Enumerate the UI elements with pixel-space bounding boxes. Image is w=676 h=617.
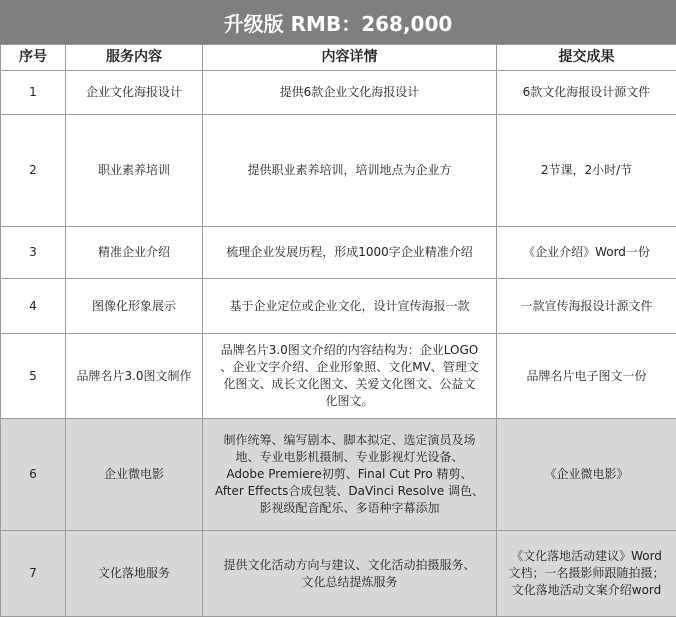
row-detail: 品牌名片3.0图文介绍的内容结构为：企业LOGO 、企业文字介绍、企业形象照、文化MV、管理文 化图文、成长文化图文、关爱文化图文、公益文 化图文。 [203, 334, 497, 419]
row-result: 《企业微电影》 [497, 419, 676, 531]
header-result: 提交成果 [497, 45, 676, 71]
row-service: 品牌名片3.0图文制作 [66, 334, 203, 419]
header-detail: 内容详情 [203, 45, 497, 71]
table-row [1, 419, 676, 531]
row-service: 企业文化海报设计 [66, 71, 203, 115]
row-no: 1 [1, 71, 66, 115]
row-no: 7 [1, 531, 66, 617]
table-row [1, 71, 676, 115]
row-result: 品牌名片电子图文一份 [497, 334, 676, 419]
row-service: 职业素养培训 [66, 115, 203, 227]
row-service: 文化落地服务 [66, 531, 203, 617]
row-detail: 提供职业素养培训，培训地点为企业方 [203, 115, 497, 227]
row-detail: 提供6款企业文化海报设计 [203, 71, 497, 115]
row-result: 《企业介绍》Word一份 [497, 227, 676, 279]
package-title: 升级版 RMB：268,000 [0, 0, 676, 44]
service-table [0, 44, 676, 617]
row-detail: 制作统筹、编写剧本、脚本拟定、选定演员及场 地、专业电影机摄制、专业影视灯光设备、 Adobe Premiere初剪、Final Cut Pro 精剪、 After Effects合成包装、DaVinci Resolve 调色、 影视级配音配乐、多语种字幕添加 [203, 419, 497, 531]
row-no: 3 [1, 227, 66, 279]
table-row [1, 334, 676, 419]
row-detail: 提供文化活动方向与建议、文化活动拍摄服务、 文化总结提炼服务 [203, 531, 497, 617]
header-service: 服务内容 [66, 45, 203, 71]
table-row [1, 279, 676, 334]
row-result: 6款文化海报设计源文件 [497, 71, 676, 115]
row-service: 企业微电影 [66, 419, 203, 531]
header-row [1, 45, 676, 71]
row-no: 6 [1, 419, 66, 531]
row-service: 图像化形象展示 [66, 279, 203, 334]
row-result: 《文化落地活动建议》Word 文档；一名摄影师跟随拍摄； 文化落地活动文案介绍word [497, 531, 676, 617]
row-no: 2 [1, 115, 66, 227]
table-row [1, 227, 676, 279]
header-no: 序号 [1, 45, 66, 71]
row-detail: 基于企业定位或企业文化，设计宣传海报一款 [203, 279, 497, 334]
row-detail: 梳理企业发展历程，形成1000字企业精准介绍 [203, 227, 497, 279]
row-no: 5 [1, 334, 66, 419]
table-row [1, 115, 676, 227]
row-service: 精准企业介绍 [66, 227, 203, 279]
table-row [1, 531, 676, 617]
row-result: 一款宣传海报设计源文件 [497, 279, 676, 334]
row-no: 4 [1, 279, 66, 334]
row-result: 2节课，2小时/节 [497, 115, 676, 227]
